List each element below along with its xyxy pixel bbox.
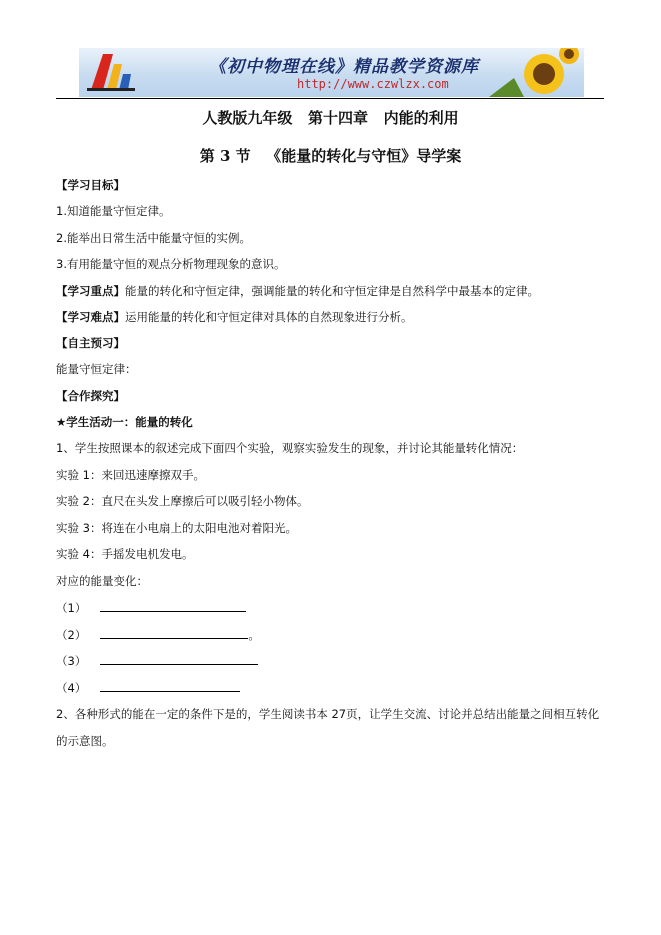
key-point-row [56,283,539,299]
energy-change-label: 对应的能量变化： [56,574,148,588]
header-rule [56,98,604,99]
goal-item: 2.能举出日常生活中能量守恒的实例。 [56,231,251,245]
question-1: 1、学生按照课本的叙述完成下面四个实验，观察实验发生的现象，并讨论其能量转化情况： [56,441,524,455]
answer-blank[interactable] [100,626,248,639]
sunflower-icon [489,48,584,97]
difficulty-text: 运用能量的转化和守恒定律对具体的自然现象进行分析。 [125,310,413,324]
course-heading: 人教版九年级 第十四章 内能的利用 [202,109,459,127]
header-banner [79,48,584,97]
answer-number: （3） [56,654,87,668]
difficulty-label: 【学习难点】 [56,310,125,324]
answer-row [56,652,258,669]
answer-blank[interactable] [100,679,240,692]
key-point-text: 能量的转化和守恒定律，强调能量的转化和守恒定律是自然科学中最基本的定律。 [125,284,539,298]
answer-number: （2） [56,628,87,642]
preview-header: 【自主预习】 [56,336,125,350]
explore-header: 【合作探究】 [56,389,125,403]
goal-item: 3.有用能量守恒的观点分析物理现象的意识。 [56,257,286,271]
answer-row [56,599,246,616]
answer-row [56,626,260,643]
goal-item: 1.知道能量守恒定律。 [56,204,171,218]
answer-blank[interactable] [100,652,258,665]
answer-number: （4） [56,681,87,695]
activity-title: ★学生活动一：能量的转化 [56,415,193,429]
banner-title: 《初中物理在线》精品教学资源库 [209,57,479,77]
answer-row [56,679,240,696]
experiment-item: 实验 3：将连在小电扇上的太阳电池对着阳光。 [56,521,297,535]
experiment-item: 实验 4：手摇发电机发电。 [56,547,194,561]
answer-number: （1） [56,601,87,615]
site-logo-icon [83,50,139,94]
answer-blank[interactable] [100,599,246,612]
key-point-label: 【学习重点】 [56,284,125,298]
experiment-item: 实验 2：直尺在头发上摩擦后可以吸引轻小物体。 [56,494,309,508]
lesson-title: 第 3 节 《能量的转化与守恒》导学案 [199,147,462,165]
question-2: 2、各种形式的能在一定的条件下是的，学生阅读书本 27页，让学生交流、讨论并总结出能量之间相互转化的示意图。 [56,707,600,748]
banner-url[interactable]: http://www.czwlzx.com [297,77,449,91]
experiment-item: 实验 1：来回迅速摩擦双手。 [56,468,205,482]
difficulty-row [56,309,413,325]
learning-goals-header: 【学习目标】 [56,178,125,192]
preview-text: 能量守恒定律： [56,362,137,376]
answer-suffix: 。 [248,628,260,642]
